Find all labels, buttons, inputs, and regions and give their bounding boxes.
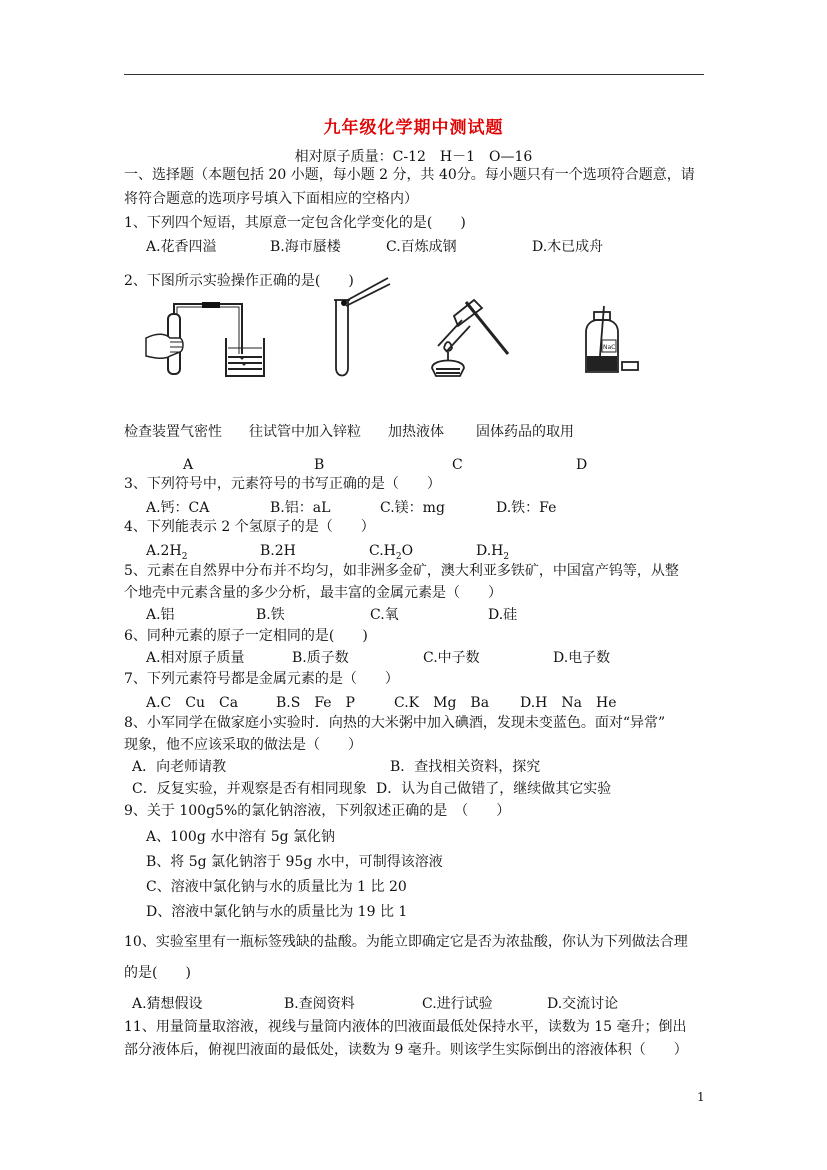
section-intro-line-2: 将符合题意的选项序号填入下面相应的空格内） — [124, 191, 418, 207]
q6-option-a: A.相对原子质量 — [146, 650, 245, 666]
q4-option-d: $D.H_2$ — [476, 543, 510, 562]
q7-option-a: A.C Cu Ca — [146, 695, 239, 711]
relative-atomic-mass: 相对原子质量：C-12 H－1 O—16 — [294, 149, 533, 165]
q8-line-2: 现象，他不应该采取的做法是（ ） — [124, 737, 362, 753]
q2-letter-c: C — [452, 457, 463, 473]
q2-stem: 2、下图所示实验操作正确的是( ) — [124, 273, 354, 289]
q5-option-c: C.氧 — [370, 607, 399, 623]
section-intro-line-1: 一、选择题（本题包括 20 小题，每小题 2 分，共 40分。每小题只有一个选项符合题意，请 — [124, 167, 695, 183]
q4-option-b: B.2H — [260, 543, 296, 559]
q1-stem: 1、下列四个短语，其原意一定包含化学变化的是( ) — [124, 215, 466, 231]
q2-caption-d: 固体药品的取用 — [476, 424, 574, 440]
q6-option-d: D.电子数 — [553, 650, 611, 666]
q8-option-a: A．向老师请教 — [132, 759, 227, 775]
q8-option-d: D．认为自己做错了，继续做其它实验 — [376, 781, 612, 797]
q3-option-d: D.铁：Fe — [496, 500, 557, 516]
q2-letter-d: D — [576, 457, 588, 473]
q8-line-1: 8、小军同学在做家庭小实验时．向热的大米粥中加入碘酒，发现未变蓝色。面对“异常” — [124, 715, 666, 731]
q4-option-c: $C.H_2O$ — [369, 543, 414, 562]
q3-option-c: C.镁：mg — [380, 500, 445, 516]
q6-stem: 6、同种元素的原子一定相同的是( ) — [124, 628, 368, 644]
q3-option-a: A.钙：CA — [146, 500, 210, 516]
q6-option-c: C.中子数 — [423, 650, 480, 666]
q7-option-b: B.S Fe P — [276, 695, 355, 711]
test-tube-with-tweezers-icon — [326, 272, 396, 378]
q1-option-c: C.百炼成钢 — [386, 239, 457, 255]
svg-text:NaCl: NaCl — [603, 344, 618, 351]
q5-option-d: D.硅 — [488, 607, 518, 623]
q5-option-a: A.铝 — [146, 607, 175, 623]
q8-option-c: C．反复实验，并观察是否有相同现象 — [132, 781, 367, 797]
q10-option-d: D.交流讨论 — [547, 996, 619, 1012]
q10-line-2: 的是( ) — [124, 965, 191, 981]
q5-option-b: B.铁 — [256, 607, 285, 623]
q5-line-1: 5、元素在自然界中分布并不均匀，如非洲多金矿，澳大利亚多铁矿，中国富产钨等，从整 — [124, 563, 679, 579]
q4-stem: 4、下列能表示 2 个氢原子的是（ ） — [124, 519, 375, 535]
q2-letter-a: A — [183, 457, 194, 473]
q9-option-b: B、将 5g 氯化钠溶于 95g 水中，可制得该溶液 — [146, 854, 443, 870]
heating-test-tube-over-lamp-icon — [424, 296, 514, 380]
q10-option-b: B.查阅资料 — [284, 996, 355, 1012]
page-title: 九年级化学期中测试题 — [323, 118, 504, 138]
q5-line-2: 个地壳中元素含量的多少分析，最丰富的金属元素是（ ） — [124, 585, 502, 601]
q1-option-d: D.木已成舟 — [532, 239, 604, 255]
q1-option-a: A.花香四溢 — [146, 239, 217, 255]
q9-stem: 9、关于 100g5%的氯化钠溶液，下列叙述正确的是 （ ） — [124, 803, 511, 819]
q9-option-c: C、溶液中氯化钠与水的质量比为 1 比 20 — [146, 879, 407, 895]
q2-caption-a: 检查装置气密性 — [124, 424, 222, 440]
q2-caption-b: 往试管中加入锌粒 — [249, 424, 361, 440]
q4-option-a: $A.2H_2$ — [146, 543, 188, 562]
q7-option-c: C.K Mg Ba — [394, 695, 490, 711]
q11-line-1: 11、用量筒量取溶液，视线与量筒内液体的凹液面最低处保持水平，读数为 15 毫升；倒出 — [124, 1019, 687, 1035]
q9-option-a: A、100g 水中溶有 5g 氯化钠 — [146, 829, 336, 845]
q10-option-a: A.猜想假设 — [132, 996, 203, 1012]
q2-letter-b: B — [314, 457, 325, 473]
q9-option-d: D、溶液中氯化钠与水的质量比为 19 比 1 — [146, 904, 408, 920]
q3-option-b: B.铝：aL — [270, 500, 331, 516]
q6-option-b: B.质子数 — [292, 650, 349, 666]
reagent-bottle-with-spoon-icon — [578, 304, 644, 376]
q10-line-1: 10、实验室里有一瓶标签残缺的盐酸。为能立即确定它是否为浓盐酸，你认为下列做法合理 — [124, 934, 688, 950]
airtightness-check-apparatus-icon — [144, 300, 274, 382]
q11-line-2: 部分液体后，俯视凹液面的最低处，读数为 9 毫升。则该学生实际倒出的溶液体积（ ） — [124, 1042, 688, 1058]
q7-option-d: D.H Na He — [520, 695, 617, 711]
q2-caption-c: 加热液体 — [388, 424, 444, 440]
q7-stem: 7、下列元素符号都是金属元素的是（ ） — [124, 671, 399, 687]
header-rule — [124, 74, 704, 75]
q3-stem: 3、下列符号中，元素符号的书写正确的是（ ） — [124, 476, 441, 492]
q1-option-b: B.海市蜃楼 — [270, 239, 341, 255]
q8-option-b: B．查找相关资料，探究 — [390, 759, 541, 775]
page-number: 1 — [697, 1090, 705, 1104]
q10-option-c: C.进行试验 — [422, 996, 493, 1012]
